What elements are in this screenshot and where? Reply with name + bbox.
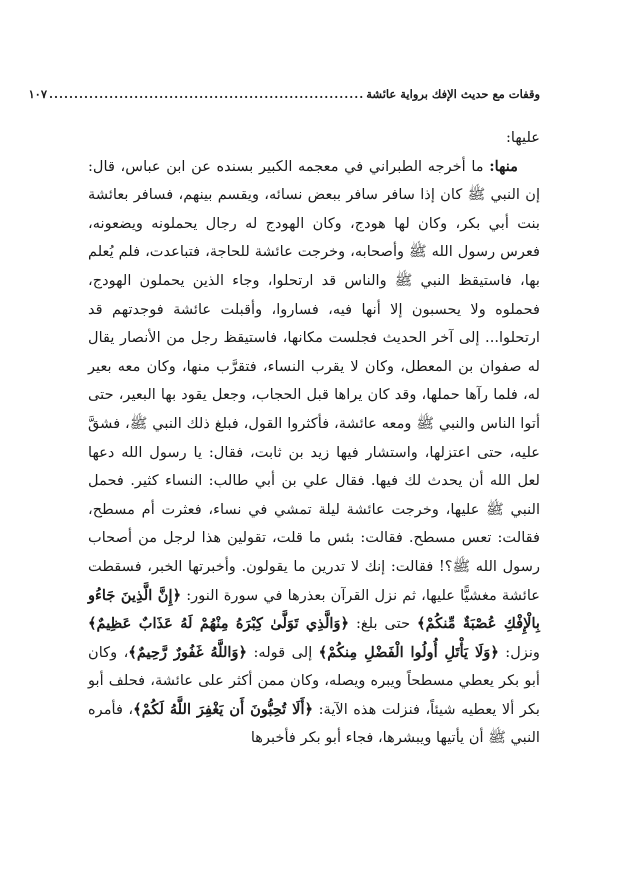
main-paragraph <box>88 153 540 753</box>
quran-verse: ﴿وَاللَّهُ غَفُورٌ رَّحِيمٌ﴾ <box>128 643 248 661</box>
page-number: ١٠٧ <box>28 87 48 101</box>
body-text <box>88 124 540 753</box>
paragraph-lead: منها: <box>489 157 518 175</box>
document-page <box>28 86 540 753</box>
intro-line: عليها: <box>505 129 540 146</box>
header-leader-dots: ............................................................... <box>49 87 365 101</box>
text-segment: ، فأمره النبي ﷺ أن يأتيها ويبشرها، فجاء أبو بكر فأخبرها <box>88 700 540 747</box>
header-title: وقفات مع حديث الإفك برواية عائشة <box>366 87 540 101</box>
text-segment: حتى بلغ: <box>349 615 418 633</box>
text-segment: ونزل: <box>498 643 540 661</box>
quran-verse: ﴿إِنَّ الَّذِينَ جَاءُو بِالْإِفْكِ عُصْبَةٌ مِّنكُمْ﴾ <box>88 586 540 633</box>
quran-verse: ﴿أَلَا تُحِبُّونَ أَن يَغْفِرَ اللَّهُ لَكُمْ﴾ <box>133 700 314 718</box>
text-segment: إلى قوله: <box>247 643 319 661</box>
quran-verse: ﴿وَالَّذِي تَوَلَّىٰ كِبْرَهُ مِنْهُمْ لَهُ عَذَابٌ عَظِيمٌ﴾ <box>88 615 350 633</box>
running-header <box>28 86 540 102</box>
text-segment: ، وكان أبو بكر يعطي مسطحاً ويبره ويصله، وكان ممن أكثر على عائشة، فحلف أبو بكر ألا يعطيه شيئاً، فنزلت هذه الآية: <box>88 643 540 718</box>
text-segment: ما أخرجه الطبراني في معجمه الكبير بسنده عن ابن عباس، قال: إن النبي ﷺ كان إذا سافر سافر ببعض نسائه، ويقسم بينهم، فسافر بعائشة بنت أبي بكر، وكان لها هودج، وكان الهودج له رجال يحملونه ويضعونه، فعرس رسول الله ﷺ وأصحابه، وخرجت عائشة للحاجة، فتباعدت، فلم يُعلم بها، فاستيقظ النبي ﷺ والناس قد ارتحلوا، وجاء الذين يحملون الهودج، فحملوه ولا يحسبون إلا أنها فيه، فساروا، وأقبلت عائشة فوجدتهم قد ارتحلوا... إلى آخر الحديث فجلست مكانها، فاستيقظ رجل من الأنصار يقال له صفوان بن المعطل، وكان لا يقرب النساء، فتقرَّب منها، وكان معه بعير له، فلما رآها حملها، وقد كان يراها قبل الحجاب، وجعل يقود بها البعير، حتى أتوا الناس والنبي ﷺ ومعه عائشة، فأكثروا القول، فبلغ ذلك النبي ﷺ، فشقَّ عليه، حتى اعتزلها، واستشار فيها زيد بن ثابت، فقال: يا رسول الله دعها لعل الله أن يحدث لك فيها. فقال علي بن أبي طالب: النساء كثير. فحمل النبي ﷺ عليها، وخرجت عائشة ليلة تمشي في نساء، فعثرت أم مسطح، فقالت: تعس مسطح. فقالت: بئس ما قلت، تقولين هذا لرجل من أصحاب رسول الله ﷺ؟! فقالت: إنك لا تدرين ما يقولون. وأخبرتها الخبر، فسقطت عائشة مغشيًّا عليها، ثم نزل القرآن بعذرها في سورة النور: <box>88 157 540 604</box>
quran-verse: ﴿وَلَا يَأْتَلِ أُولُوا الْفَضْلِ مِنكُمْ﴾ <box>318 643 499 661</box>
